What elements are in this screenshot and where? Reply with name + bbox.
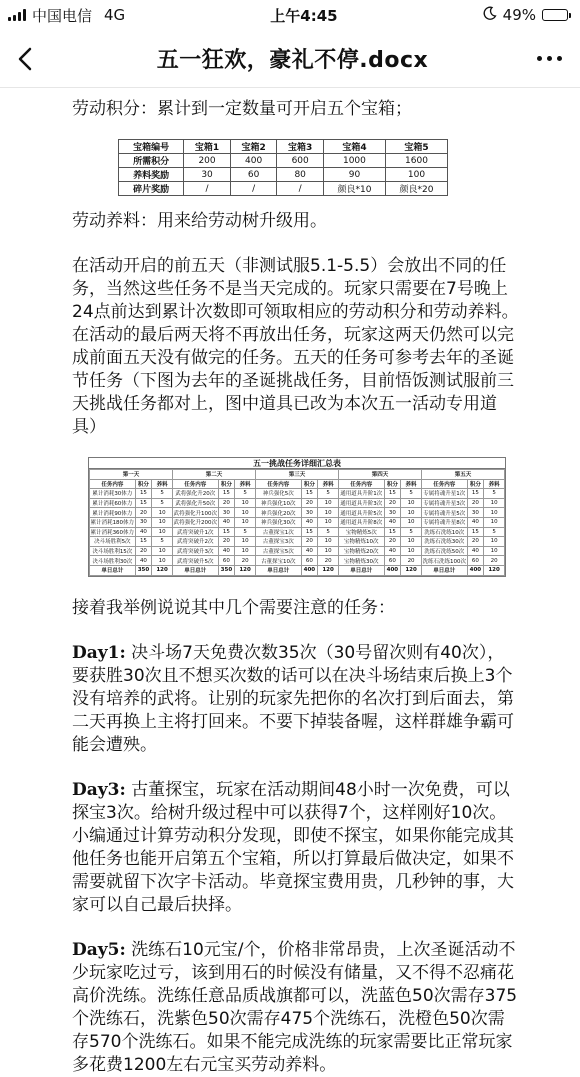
table-cell: 决斗场胜利5次: [90, 537, 136, 547]
table-cell: 洗练石洗练50次: [421, 546, 467, 556]
subheader-cell: 任务内容: [421, 479, 467, 489]
table-header-cell: 宝箱4: [323, 140, 385, 154]
table-cell: 宝物精炼10次: [338, 537, 384, 547]
table-cell: 通用道具升阶8次: [338, 517, 384, 527]
table-cell: 所需积分: [119, 154, 184, 168]
table-cell: 10: [152, 527, 173, 537]
battery-percent: 49%: [502, 6, 536, 24]
table-cell: 15: [301, 489, 318, 499]
table-cell: 30: [135, 517, 152, 527]
table-cell: 40: [384, 517, 401, 527]
table-cell: 累计消耗30体力: [90, 489, 136, 499]
table-cell: 洗练石洗练100次: [421, 556, 467, 566]
table-cell: 10: [235, 498, 256, 508]
table-cell: 5: [401, 527, 422, 537]
table-cell: 决斗场胜利15次: [90, 546, 136, 556]
task-table-row: [90, 556, 505, 566]
table-cell: 累计消耗180体力: [90, 517, 136, 527]
table-cell: 武将突破升3次: [172, 546, 218, 556]
table-cell: 600: [277, 154, 324, 168]
day3-label: Day3:: [72, 779, 126, 800]
table-cell: 1000: [323, 154, 385, 168]
day-header: 第四天: [338, 470, 421, 480]
battery-icon: [542, 9, 568, 21]
table-cell: 洗练石洗练30次: [421, 537, 467, 547]
task-table-title: 五一挑战任务详细汇总表: [89, 458, 505, 469]
table-cell: 神兵强化5次: [255, 489, 301, 499]
table-cell: 通用道具升阶1次: [338, 489, 384, 499]
table-cell: 古董探宝3次: [255, 537, 301, 547]
table-cell: 武将突破升5次: [172, 556, 218, 566]
table-cell: 15: [218, 527, 235, 537]
table-cell: 60: [384, 556, 401, 566]
table-header-cell: 宝箱2: [230, 140, 277, 154]
table-cell: 120: [318, 565, 339, 575]
table-cell: 养料奖励: [119, 168, 184, 182]
chest-table-row: [119, 168, 448, 182]
subheader-cell: 养料: [152, 479, 173, 489]
table-cell: 单日总计: [90, 565, 136, 575]
table-cell: 10: [318, 498, 339, 508]
table-cell: 350: [218, 565, 235, 575]
paragraph-labor-fertilizer: 劳动养料：用来给劳动树升级用。: [72, 211, 327, 231]
table-cell: 10: [318, 546, 339, 556]
table-cell: 专属将魂升星1次: [421, 489, 467, 499]
table-cell: /: [230, 182, 277, 196]
paragraph-day1: [72, 642, 520, 757]
table-cell: 10: [484, 498, 505, 508]
chevron-left-icon: [18, 47, 32, 71]
table-cell: 10: [235, 546, 256, 556]
table-cell: 累计消耗90体力: [90, 508, 136, 518]
table-cell: 200: [184, 154, 231, 168]
document-title: 五一狂欢，豪礼不停.docx: [156, 48, 429, 73]
table-cell: 累计消耗360体力: [90, 527, 136, 537]
table-cell: 20: [484, 556, 505, 566]
table-cell: 20: [218, 537, 235, 547]
status-bar: [0, 0, 580, 30]
table-header-cell: 宝箱编号: [119, 140, 184, 154]
chest-table-row: [119, 182, 448, 196]
table-cell: 15: [384, 489, 401, 499]
table-cell: 通用道具升阶5次: [338, 508, 384, 518]
table-cell: /: [184, 182, 231, 196]
day-header: 第一天: [90, 470, 173, 480]
task-summary-table: [88, 457, 506, 577]
subheader-cell: 任务内容: [338, 479, 384, 489]
table-cell: 20: [384, 537, 401, 547]
table-cell: 10: [152, 546, 173, 556]
carrier-label: 中国电信: [32, 6, 93, 25]
table-cell: 120: [401, 565, 422, 575]
table-cell: 80: [277, 168, 324, 182]
table-cell: 90: [323, 168, 385, 182]
table-cell: 15: [301, 527, 318, 537]
day1-text: 决斗场7天免费次数35次（30号留次则有40次），要获胜30次且不想买次数的话可以在决斗场结束后换上3个没有培养的武将。让别的玩家先把你的名次打到后面去，第二天再换上主将打回来。不要下掉装备喔，这样群雄争霸可能会遭殃。: [72, 642, 514, 755]
table-cell: 5: [401, 489, 422, 499]
table-cell: 宝物精炼5次: [338, 527, 384, 537]
table-cell: 15: [135, 537, 152, 547]
table-cell: 10: [484, 537, 505, 547]
table-cell: 单日总计: [172, 565, 218, 575]
table-cell: 60: [230, 168, 277, 182]
subheader-cell: 积分: [467, 479, 484, 489]
subheader-cell: 积分: [135, 479, 152, 489]
task-table-total-row: [90, 565, 505, 575]
table-cell: 120: [152, 565, 173, 575]
task-table-row: [90, 508, 505, 518]
table-cell: 武将强化升200次: [172, 517, 218, 527]
subheader-cell: 养料: [235, 479, 256, 489]
table-header-cell: 宝箱1: [184, 140, 231, 154]
table-cell: 5: [152, 489, 173, 499]
table-cell: 10: [152, 556, 173, 566]
table-cell: 5: [484, 489, 505, 499]
table-cell: 400: [230, 154, 277, 168]
table-cell: 武将突破升1次: [172, 527, 218, 537]
more-icon: [537, 56, 542, 61]
day-header: 第三天: [255, 470, 338, 480]
table-header-cell: 宝箱5: [385, 140, 447, 154]
network-label: 4G: [104, 6, 126, 24]
table-cell: 10: [484, 546, 505, 556]
table-cell: 20: [135, 508, 152, 518]
table-cell: 单日总计: [421, 565, 467, 575]
table-cell: 20: [218, 498, 235, 508]
subheader-cell: 积分: [301, 479, 318, 489]
table-cell: 400: [467, 565, 484, 575]
paragraph-examples-intro: 接着我举例说说其中几个需要注意的任务：: [72, 597, 395, 618]
paragraph-activity-intro: 在活动开启的前五天（非测试服5.1-5.5）会放出不同的任务，当然这些任务不是当天完成的。玩家只需要在7号晚上24点前达到累计次数即可领取相应的劳动积分和劳动养料。在活动的最后两天将不再放出任务，玩家这两天仍然可以完成前面五天没有做完的任务。五天的任务可参考去年的圣诞节任务（下图为去年的圣诞挑战任务，目前悟饭测试服前三天挑战任务都对上，图中道具已改为本次五一活动专用道具）: [72, 256, 519, 437]
table-cell: 40: [467, 546, 484, 556]
table-cell: 单日总计: [338, 565, 384, 575]
table-cell: 5: [318, 527, 339, 537]
table-cell: 1600: [385, 154, 447, 168]
back-button[interactable]: [18, 44, 48, 74]
day5-text: 洗练石10元宝/个，价格非常昂贵，上次圣诞活动不少玩家吃过亏，该到用石的时候没有储量，又不得不忍痛花高价洗练。洗练任意品质战旗都可以，洗蓝色50次需存375个洗练石，洗紫色50次需存475个洗练石，洗橙色50次需存570个洗练石。如果不能完成洗练的玩家需要比正常玩家多花费1200左右元宝买劳动养料。: [72, 939, 518, 1075]
table-cell: 武将强化升100次: [172, 508, 218, 518]
table-cell: 20: [235, 556, 256, 566]
day-header: 第二天: [172, 470, 255, 480]
table-cell: 60: [301, 556, 318, 566]
table-cell: 10: [484, 508, 505, 518]
subheader-cell: 养料: [401, 479, 422, 489]
table-cell: 古董探宝10次: [255, 556, 301, 566]
table-cell: 30: [184, 168, 231, 182]
table-cell: 10: [318, 537, 339, 547]
paragraph-day3: [72, 779, 520, 917]
subheader-cell: 任务内容: [172, 479, 218, 489]
table-cell: 宝物精炼20次: [338, 546, 384, 556]
table-cell: 碎片奖励: [119, 182, 184, 196]
table-cell: 40: [301, 546, 318, 556]
table-cell: 5: [235, 489, 256, 499]
table-cell: 累计消耗60体力: [90, 498, 136, 508]
table-cell: 60: [218, 556, 235, 566]
table-cell: 20: [318, 556, 339, 566]
table-cell: 30: [301, 508, 318, 518]
moon-icon: [483, 6, 497, 24]
task-table-subheader-row: [90, 479, 505, 489]
table-cell: 40: [218, 517, 235, 527]
subheader-cell: 积分: [218, 479, 235, 489]
table-cell: 颜良*20: [385, 182, 447, 196]
table-cell: 决斗场胜利30次: [90, 556, 136, 566]
chest-table-header: [119, 140, 448, 154]
signal-icon: [8, 9, 26, 21]
day5-label: Day5:: [72, 939, 126, 960]
table-cell: 20: [135, 546, 152, 556]
table-cell: 15: [467, 527, 484, 537]
table-cell: 武将强化升50次: [172, 498, 218, 508]
task-table-row: [90, 537, 505, 547]
day-header: 第五天: [421, 470, 504, 480]
table-cell: 40: [135, 556, 152, 566]
chest-table-row: [119, 154, 448, 168]
table-cell: 60: [467, 556, 484, 566]
task-table-row: [90, 489, 505, 499]
navigation-bar: [0, 30, 580, 88]
table-cell: 神兵强化30次: [255, 517, 301, 527]
table-cell: 单日总计: [255, 565, 301, 575]
table-cell: 古董探宝5次: [255, 546, 301, 556]
status-left: [8, 5, 125, 26]
table-cell: 10: [401, 537, 422, 547]
table-cell: /: [277, 182, 324, 196]
table-cell: 30: [218, 508, 235, 518]
table-cell: 15: [135, 489, 152, 499]
subheader-cell: 任务内容: [90, 479, 136, 489]
table-cell: 专属将魂升星3次: [421, 498, 467, 508]
table-cell: 40: [467, 517, 484, 527]
table-cell: 15: [218, 489, 235, 499]
table-cell: 15: [467, 489, 484, 499]
table-cell: 20: [467, 498, 484, 508]
table-cell: 350: [135, 565, 152, 575]
table-header-cell: 宝箱3: [277, 140, 324, 154]
table-cell: 10: [401, 517, 422, 527]
table-cell: 宝物精炼30次: [338, 556, 384, 566]
table-cell: 40: [218, 546, 235, 556]
day1-label: Day1:: [72, 642, 126, 663]
table-cell: 10: [401, 508, 422, 518]
subheader-cell: 养料: [318, 479, 339, 489]
table-cell: 武将突破升2次: [172, 537, 218, 547]
table-cell: 10: [401, 498, 422, 508]
table-cell: 10: [318, 508, 339, 518]
table-cell: 10: [318, 517, 339, 527]
clock: 上午4:45: [270, 6, 338, 25]
table-cell: 120: [484, 565, 505, 575]
paragraph-day5: [72, 939, 520, 1077]
chest-table: [118, 139, 448, 196]
table-cell: 5: [235, 527, 256, 537]
table-cell: 30: [384, 508, 401, 518]
task-table-row: [90, 498, 505, 508]
table-cell: 10: [152, 517, 173, 527]
table-cell: 神兵强化20次: [255, 508, 301, 518]
table-cell: 5: [152, 537, 173, 547]
table-cell: 120: [235, 565, 256, 575]
status-right: [483, 6, 568, 24]
table-cell: 20: [301, 537, 318, 547]
table-cell: 神兵强化10次: [255, 498, 301, 508]
day3-text: 古董探宝，玩家在活动期间48小时一次免费，可以探宝3次。给树升级过程中可以获得7个，这样刚好10次。小编通过计算劳动积分发现，即使不探宝，如果你能完成其他任务也能开启第五个宝箱，所以打算最后做决定，如果不需要就留下次字卡活动。毕竟探宝费用贵，几秒钟的事，大家可以自己最后抉择。: [72, 779, 514, 915]
table-cell: 10: [235, 537, 256, 547]
table-cell: 5: [484, 527, 505, 537]
task-table-days-row: [90, 470, 505, 480]
more-button[interactable]: [537, 56, 562, 61]
paragraph-labor-points: 劳动积分：累计到一定数量可开启五个宝箱；: [72, 99, 412, 119]
table-cell: 5: [318, 489, 339, 499]
table-cell: 15: [384, 527, 401, 537]
table-cell: 通用道具升阶3次: [338, 498, 384, 508]
table-cell: 10: [152, 508, 173, 518]
table-cell: 5: [152, 498, 173, 508]
task-table-row: [90, 546, 505, 556]
table-cell: 10: [484, 517, 505, 527]
table-cell: 30: [467, 508, 484, 518]
table-cell: 洗练石洗练10次: [421, 527, 467, 537]
table-cell: 20: [301, 498, 318, 508]
task-table-row: [90, 517, 505, 527]
table-cell: 10: [401, 546, 422, 556]
table-cell: 20: [467, 537, 484, 547]
table-cell: 武将强化升20次: [172, 489, 218, 499]
task-table-row: [90, 527, 505, 537]
table-cell: 10: [235, 508, 256, 518]
table-cell: 10: [235, 517, 256, 527]
table-cell: 古董探宝1次: [255, 527, 301, 537]
document-viewer[interactable]: [0, 90, 580, 1075]
subheader-cell: 积分: [384, 479, 401, 489]
table-cell: 20: [384, 498, 401, 508]
table-cell: 颜良*10: [323, 182, 385, 196]
table-cell: 专属将魂升星8次: [421, 517, 467, 527]
table-cell: 400: [384, 565, 401, 575]
table-cell: 400: [301, 565, 318, 575]
document-page: [72, 90, 520, 1077]
table-cell: 40: [384, 546, 401, 556]
table-cell: 专属将魂升星5次: [421, 508, 467, 518]
table-cell: 20: [401, 556, 422, 566]
table-cell: 100: [385, 168, 447, 182]
table-cell: 40: [135, 527, 152, 537]
subheader-cell: 养料: [484, 479, 505, 489]
subheader-cell: 任务内容: [255, 479, 301, 489]
table-cell: 15: [135, 498, 152, 508]
table-cell: 40: [301, 517, 318, 527]
